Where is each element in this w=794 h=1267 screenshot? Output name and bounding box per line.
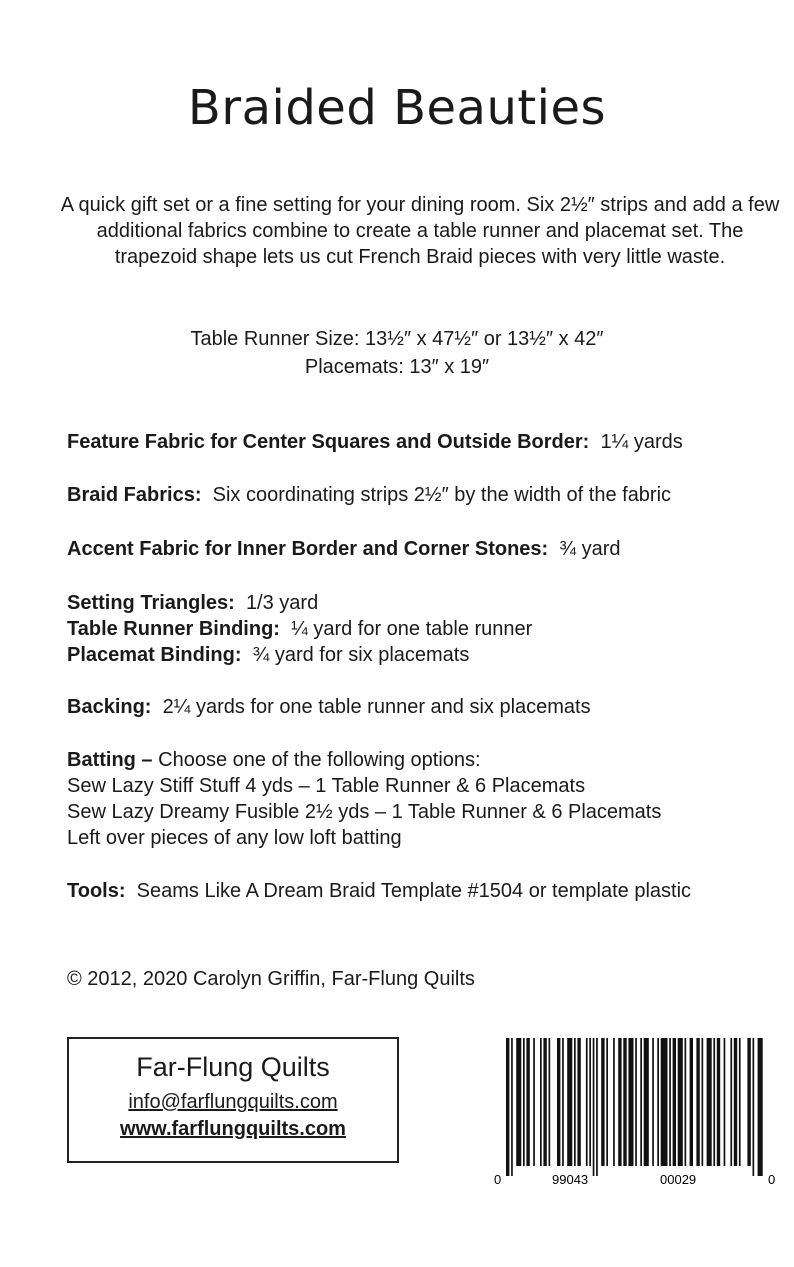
barcode-bar (523, 1038, 525, 1166)
feature-fabric-line (67, 429, 683, 455)
tools-value: Seams Like A Dream Braid Template #1504 or template plastic (136, 880, 692, 902)
barcode-bar (758, 1038, 763, 1176)
barcode-bars (506, 1038, 763, 1176)
barcode-bar (628, 1038, 633, 1166)
barcode-bar (613, 1038, 615, 1166)
barcode-bar (606, 1038, 608, 1166)
barcode-bar (713, 1038, 715, 1166)
setting-triangles-value: 1/3 yard (245, 592, 319, 614)
barcode-bar (730, 1038, 732, 1166)
barcode-bar (652, 1038, 654, 1166)
batting-value: Choose one of the following options: (158, 749, 481, 771)
placemat-binding-line (67, 642, 469, 668)
barcode-bar (685, 1038, 687, 1166)
feature-fabric-label: Feature Fabric for Center Squares and Outside Border: (67, 431, 590, 453)
tools-label: Tools: (67, 880, 126, 902)
runner-binding-label: Table Runner Binding: (67, 618, 280, 640)
braid-fabrics-value: Six coordinating strips 2½″ by the width of the fabric (212, 484, 672, 506)
barcode-bar (574, 1038, 576, 1166)
barcode-bar (640, 1038, 642, 1166)
runner-binding-line (67, 616, 532, 642)
barcode-bar (601, 1038, 604, 1166)
barcode-bar (540, 1038, 542, 1166)
company-name: Far-Flung Quilts (136, 1052, 330, 1082)
email-link[interactable]: info@farflungquilts.com (128, 1091, 338, 1113)
barcode (490, 1038, 780, 1188)
barcode-bar (739, 1038, 741, 1166)
barcode-bar (690, 1038, 693, 1166)
barcode-bar (696, 1038, 699, 1166)
barcode-bar (669, 1038, 671, 1166)
barcode-bar (589, 1038, 591, 1166)
size-info (0, 325, 794, 381)
barcode-bar (506, 1038, 509, 1176)
barcode-bar (707, 1038, 712, 1166)
accent-fabric-label: Accent Fabric for Inner Border and Corner Stones: (67, 538, 549, 560)
barcode-bar (657, 1038, 659, 1166)
barcode-bar (577, 1038, 580, 1166)
barcode-bar (724, 1038, 726, 1166)
tools-line (67, 878, 691, 904)
barcode-bar (562, 1038, 564, 1166)
table-runner-size: Table Runner Size: 13½″ x 47½″ or 13½″ x 42″ (190, 328, 604, 350)
copyright-notice: © 2012, 2020 Carolyn Griffin, Far-Flung Quilts (67, 968, 475, 990)
braid-fabrics-line (67, 482, 671, 508)
backing-line (67, 694, 591, 720)
backing-value: 2¼ yards for one table runner and six placemats (162, 696, 591, 718)
barcode-bar (596, 1038, 598, 1176)
barcode-bar (618, 1038, 621, 1166)
barcode-bar (526, 1038, 529, 1166)
barcode-bar (557, 1038, 560, 1166)
barcode-bar (543, 1038, 546, 1166)
barcode-bar (593, 1038, 595, 1176)
braid-fabrics-label: Braid Fabrics: (67, 484, 202, 506)
batting-label: Batting – (67, 749, 153, 771)
barcode-bar (717, 1038, 720, 1166)
placemat-binding-value: ¾ yard for six placemats (252, 644, 470, 666)
batting-line (67, 747, 481, 773)
contact-box (67, 1037, 399, 1163)
barcode-bar (702, 1038, 704, 1166)
setting-triangles-line (67, 590, 318, 616)
accent-fabric-value: ¾ yard (559, 538, 621, 560)
barcode-bar (673, 1038, 676, 1166)
barcode-bar (747, 1038, 750, 1166)
barcode-bar (511, 1038, 513, 1176)
barcode-bar (623, 1038, 626, 1166)
placemat-binding-label: Placemat Binding: (67, 644, 242, 666)
barcode-group-1: 99043 (552, 1172, 589, 1187)
feature-fabric-value: 1¼ yards (600, 431, 683, 453)
runner-binding-value: ¼ yard for one table runner (291, 618, 533, 640)
batting-option: Sew Lazy Dreamy Fusible 2½ yds – 1 Table Runner & 6 Placemats (67, 801, 662, 823)
placemat-size: Placemats: 13″ x 19″ (304, 356, 490, 378)
accent-fabric-line (67, 536, 620, 562)
barcode-bar (661, 1038, 668, 1166)
barcode-bar (678, 1038, 683, 1166)
barcode-bar (644, 1038, 649, 1166)
barcode-bar (753, 1038, 755, 1176)
barcode-bar (586, 1038, 588, 1166)
page-title: Braided Beauties (187, 80, 607, 136)
intro-paragraph: A quick gift set or a fine setting for your dining room. Six 2½″ strips and add a few additional fabrics combine to create a table runner and placemat set. The trapezoid shape lets us cut French Braid pieces with very little waste. (60, 194, 780, 268)
barcode-right-digit: 0 (768, 1172, 776, 1187)
batting-option: Sew Lazy Stiff Stuff 4 yds – 1 Table Runner & 6 Placemats (67, 775, 586, 797)
batting-option: Left over pieces of any low loft batting (67, 827, 402, 849)
barcode-left-digit: 0 (494, 1172, 502, 1187)
barcode-bar (734, 1038, 737, 1166)
barcode-bar (567, 1038, 572, 1166)
barcode-bar (533, 1038, 535, 1166)
barcode-bar (549, 1038, 551, 1166)
barcode-bar (635, 1038, 637, 1166)
backing-label: Backing: (67, 696, 152, 718)
barcode-group-2: 00029 (660, 1172, 697, 1187)
website-link[interactable]: www.farflungquilts.com (120, 1118, 346, 1140)
barcode-bar (516, 1038, 521, 1166)
setting-triangles-label: Setting Triangles: (67, 592, 235, 614)
